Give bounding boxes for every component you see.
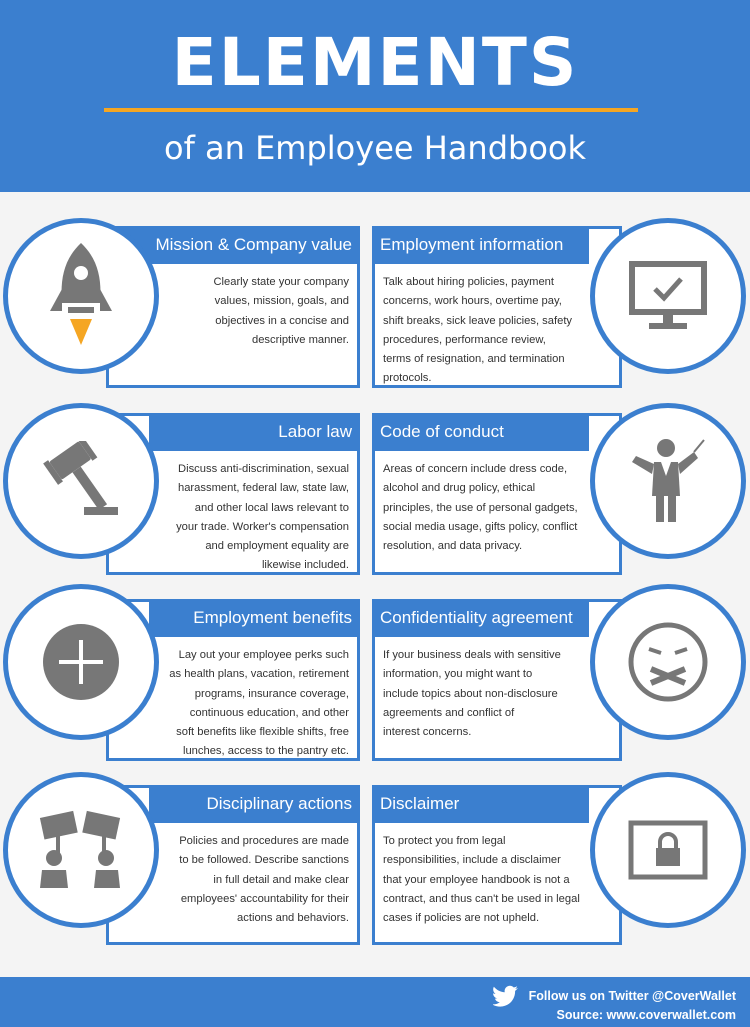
rocket-icon-badge: [3, 218, 159, 374]
card-line: values, mission, goals, and: [214, 295, 349, 308]
lock-screen-icon: [628, 820, 708, 880]
card-line: To protect you from legal: [383, 835, 506, 847]
protest-signs-icon-badge: [3, 772, 159, 928]
card-line: include topics about non-disclosure: [383, 687, 558, 700]
card-body: [176, 460, 349, 576]
card-line: protocols.: [383, 372, 432, 385]
twitter-handle-text[interactable]: Follow us on Twitter @CoverWallet: [528, 989, 736, 1003]
card-line: soft benefits like flexible shifts, free: [176, 726, 349, 739]
title-divider: [104, 108, 638, 112]
card-line: Lay out your employee perks such: [178, 649, 349, 661]
card-line: Discuss anti-discrimination, sexual: [178, 463, 349, 475]
footer-banner: [0, 977, 750, 1027]
card-title: Confidentiality agreement: [372, 599, 589, 637]
card-line: to be followed. Describe sanctions: [179, 854, 349, 867]
card-line: that your employee handbook is not a: [383, 873, 570, 886]
page-subtitle: of an Employee Handbook: [164, 129, 586, 167]
card-line: terms of resignation, and termination: [383, 353, 565, 366]
card-line: resolution, and data privacy.: [383, 540, 523, 553]
card-line: in full detail and make clear: [213, 873, 349, 886]
silenced-face-icon-badge: [590, 584, 746, 740]
card-line: Clearly state your company: [213, 276, 349, 288]
card-line: lunches, access to the pantry etc.: [182, 745, 349, 758]
card-line: programs, insurance coverage,: [194, 687, 349, 700]
card-body: [383, 273, 572, 389]
presenter-icon: [628, 436, 708, 526]
plus-circle-icon-badge: [3, 584, 159, 740]
silenced-face-icon: [627, 621, 709, 703]
card-line: Policies and procedures are made: [179, 835, 349, 847]
card-code-of-conduct: [372, 413, 622, 575]
gavel-icon: [36, 441, 126, 521]
card-title: Disclaimer: [372, 785, 589, 823]
card-line: objectives in a concise and: [215, 314, 349, 327]
card-body: [383, 832, 580, 928]
card-line: cases if policies are not upheld.: [383, 912, 540, 925]
card-line: and employment equality are: [205, 540, 349, 553]
card-confidentiality: [372, 599, 622, 761]
presenter-icon-badge: [590, 403, 746, 559]
card-line: concerns, work hours, overtime pay,: [383, 295, 562, 308]
card-employment-info: [372, 226, 622, 388]
card-title: Mission & Company value: [106, 226, 360, 264]
card-title: Labor law: [149, 413, 360, 451]
protest-signs-icon: [36, 810, 126, 890]
card-body: [213, 273, 349, 350]
header-banner: [0, 0, 750, 192]
lock-screen-icon-badge: [590, 772, 746, 928]
monitor-check-icon: [627, 259, 709, 333]
card-line: Areas of concern include dress code,: [383, 463, 568, 475]
card-title: Employment benefits: [149, 599, 360, 637]
gavel-icon-badge: [3, 403, 159, 559]
card-line: as health plans, vacation, retirement: [169, 668, 349, 681]
card-body: [383, 646, 561, 742]
card-body: [383, 460, 578, 556]
twitter-bird-icon[interactable]: [493, 985, 519, 1007]
plus-circle-icon: [41, 622, 121, 702]
card-title: Employment information: [372, 226, 589, 264]
card-line: procedures, performance review,: [383, 333, 546, 346]
page-title: ELEMENTS: [171, 24, 579, 101]
card-line: Talk about hiring policies, payment: [383, 276, 555, 288]
card-line: social media usage, gifts policy, conflict: [383, 520, 578, 533]
card-body: [179, 832, 349, 928]
card-line: responsibilities, include a disclaimer: [383, 854, 561, 867]
card-line: information, you might want to: [383, 668, 533, 681]
card-disclaimer: [372, 785, 622, 945]
monitor-check-icon-badge: [590, 218, 746, 374]
source-text[interactable]: Source: www.coverwallet.com: [556, 1008, 736, 1022]
card-title: Code of conduct: [372, 413, 589, 451]
card-line: employees' accountability for their: [180, 892, 349, 905]
card-line: harassment, federal law, state law,: [177, 482, 349, 495]
card-body: [169, 646, 349, 762]
card-line: continuous education, and other: [189, 706, 349, 719]
card-line: shift breaks, sick leave policies, safety: [383, 314, 573, 327]
card-line: likewise included.: [261, 559, 349, 572]
card-line: alcohol and drug policy, ethical: [383, 482, 536, 495]
card-title: Disciplinary actions: [149, 785, 360, 823]
card-line: If your business deals with sensitive: [383, 649, 561, 661]
card-line: principles, the use of personal gadgets,: [383, 501, 578, 514]
card-line: actions and behaviors.: [237, 912, 349, 925]
rocket-icon: [46, 241, 116, 351]
card-line: interest concerns.: [383, 726, 472, 739]
card-line: and other local laws relevant to: [194, 501, 349, 514]
card-line: agreements and conflict of: [383, 706, 515, 719]
twitter-line: [493, 985, 736, 1007]
card-line: descriptive manner.: [251, 333, 349, 346]
card-line: contract, and thus can't be used in legal: [383, 892, 580, 905]
card-line: your trade. Worker's compensation: [176, 520, 349, 533]
